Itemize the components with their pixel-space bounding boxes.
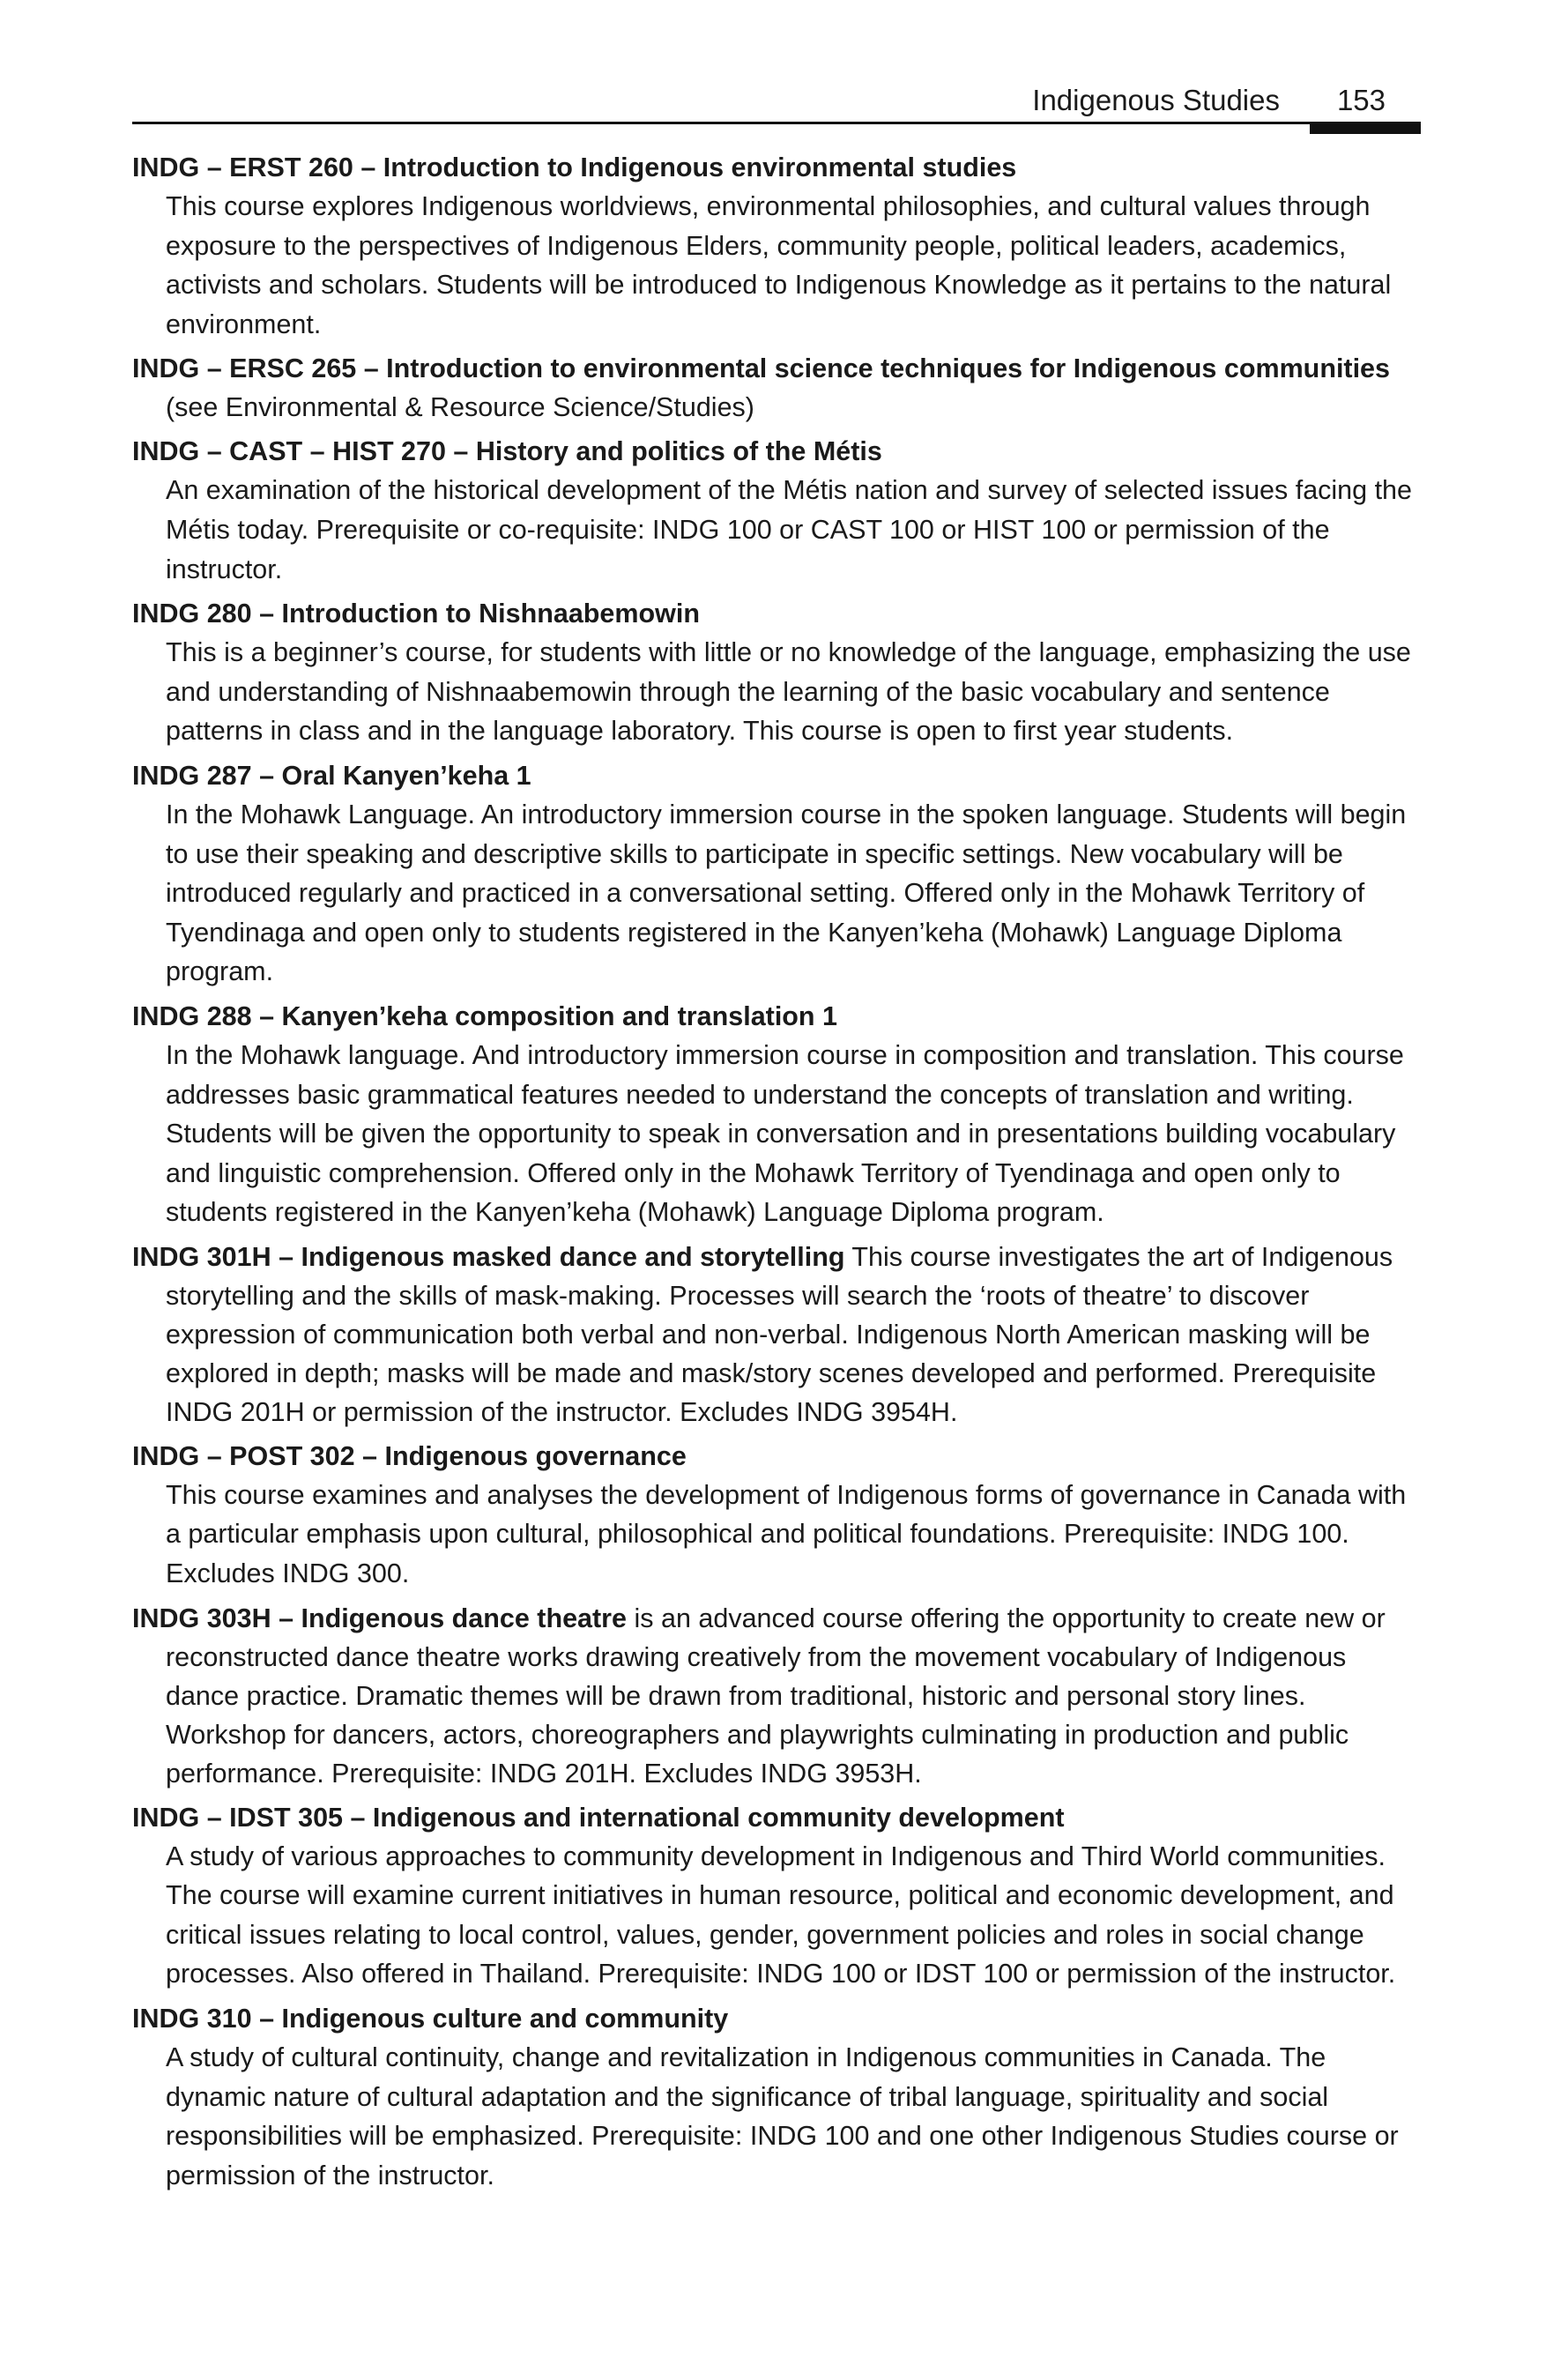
header-tab-marker	[1310, 122, 1421, 134]
course-title: INDG – POST 302 – Indigenous governance	[132, 1440, 687, 1471]
course-title: INDG – CAST – HIST 270 – History and politics of the Métis	[132, 436, 882, 467]
page-number: 153	[1336, 84, 1386, 116]
course-cross-reference: (see Environmental & Resource Science/Studies)	[166, 392, 754, 423]
course-description: This course investigates the art of Indigenous storytelling and the skills of mask-making. Processes will search the ‘roots of theatre’ to discover expression of communication both verbal and non-verbal. Indigenous North American masking will be explored in depth; masks will be made and mask/story scenes developed and performed. Prerequisite INDG 201H or permission of the instructor. Excludes INDG 3954H.	[166, 1241, 1393, 1427]
course-title	[132, 1599, 1421, 1793]
course-title	[132, 349, 1421, 427]
course-title: INDG 310 – Indigenous culture and community	[132, 2004, 729, 2034]
course-description: This course examines and analyses the development of Indigenous forms of governance in Canada with a particular emphasis upon cultural, philosophical and political foundations. Prerequisite: INDG 100. Excludes INDG 300.	[166, 1479, 1407, 1589]
course-title-text: INDG 301H – Indigenous masked dance and storytelling	[132, 1241, 845, 1272]
course-description: A study of various approaches to community development in Indigenous and Third World communities. The course will examine current initiatives in human resource, political and economic development, and critical issues relating to local control, values, gender, government policies and roles in social change processes. Also offered in Thailand. Prerequisite: INDG 100 or IDST 100 or permission of the instructor.	[166, 1841, 1396, 1990]
section-title: Indigenous Studies	[1032, 84, 1280, 116]
course-title: INDG 280 – Introduction to Nishnaabemowin	[132, 599, 700, 629]
course-title: INDG – ERST 260 – Introduction to Indigenous environmental studies	[132, 152, 1017, 182]
course-entry	[132, 756, 1421, 992]
course-entry	[132, 1599, 1421, 1793]
course-title	[132, 1238, 1421, 1432]
course-description: In the Mohawk language. And introductory immersion course in composition and translation. This course addresses basic grammatical features needed to understand the concepts of translation and writing. Students will be given the opportunity to speak in conversation and in presentations building vocabulary and linguistic comprehension. Offered only in the Mohawk Territory of Tyendinaga and open only to students registered in the Kanyen’keha (Mohawk) Language Diploma program.	[166, 1039, 1404, 1228]
course-title: INDG 287 – Oral Kanyen’keha 1	[132, 760, 531, 791]
course-entry	[132, 148, 1421, 344]
course-title-text: INDG 303H – Indigenous dance theatre	[132, 1603, 628, 1633]
course-title: INDG – IDST 305 – Indigenous and international community development	[132, 1802, 1065, 1833]
course-entry	[132, 432, 1421, 589]
course-entry	[132, 1999, 1421, 2195]
course-title-text: INDG – ERSC 265 – Introduction to environmental science techniques for Indigenous communities	[132, 353, 1390, 384]
course-title: INDG 288 – Kanyen’keha composition and translation 1	[132, 1000, 837, 1031]
course-description: This is a beginner’s course, for students with little or no knowledge of the language, emphasizing the use and understanding of Nishnaabemowin through the learning of the basic vocabulary and sentence patterns in class and in the language laboratory. This course is open to first year students.	[166, 637, 1411, 747]
course-description: is an advanced course offering the opportunity to create new or reconstructed dance theatre works drawing creatively from the movement vocabulary of Indigenous dance practice. Dramatic themes will be drawn from traditional, historic and personal story lines. Workshop for dancers, actors, choreographers and playwrights culminating in production and public performance. Prerequisite: INDG 201H. Excludes INDG 3953H.	[166, 1603, 1386, 1789]
course-entry	[132, 1798, 1421, 1994]
course-entry	[132, 594, 1421, 751]
course-entry	[132, 1238, 1421, 1432]
course-entry	[132, 997, 1421, 1232]
course-list	[132, 148, 1421, 2200]
course-description: A study of cultural continuity, change and revitalization in Indigenous communities in Canada. The dynamic nature of cultural adaptation and the significance of tribal language, spirituality and social responsibilities will be emphasized. Prerequisite: INDG 100 and one other Indigenous Studies course or permission of the instructor.	[166, 2042, 1399, 2190]
course-entry	[132, 349, 1421, 427]
course-description: This course explores Indigenous worldviews, environmental philosophies, and cultural values through exposure to the perspectives of Indigenous Elders, community people, political leaders, academics, activists and scholars. Students will be introduced to Indigenous Knowledge as it pertains to the natural environment.	[166, 191, 1392, 339]
course-description: In the Mohawk Language. An introductory immersion course in the spoken language. Students will begin to use their speaking and descriptive skills to participate in specific settings. New vocabulary will be introduced regularly and practiced in a conversational setting. Offered only in the Mohawk Territory of Tyendinaga and open only to students registered in the Kanyen’keha (Mohawk) Language Diploma program.	[166, 799, 1407, 987]
running-header	[132, 81, 1421, 125]
header-rule	[132, 122, 1310, 124]
course-entry	[132, 1437, 1421, 1594]
course-description: An examination of the historical development of the Métis nation and survey of selected issues facing the Métis today. Prerequisite or co-requisite: INDG 100 or CAST 100 or HIST 100 or permission of the instructor.	[166, 475, 1412, 584]
